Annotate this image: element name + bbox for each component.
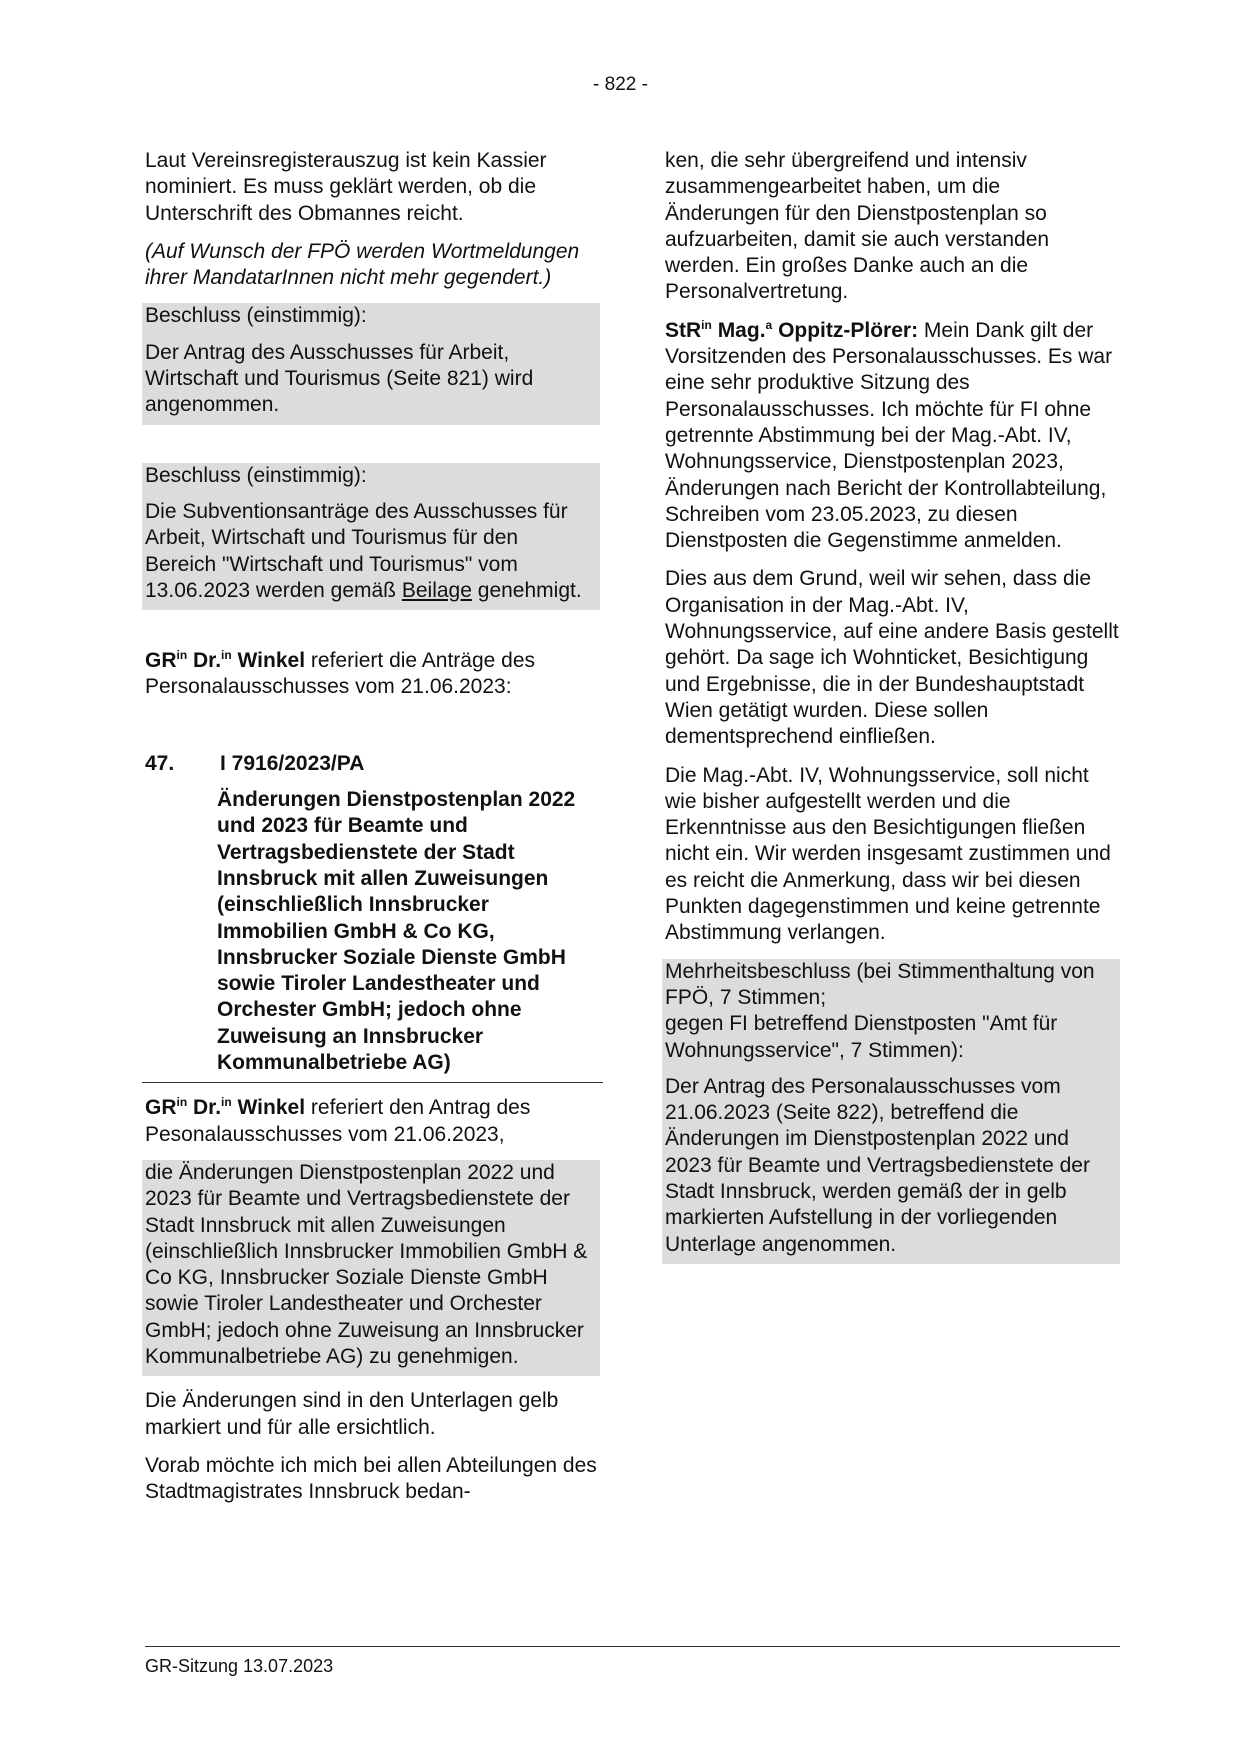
resolution-heading: Mehrheitsbeschluss (bei Stimmenthaltung von FPÖ, 7 Stimmen; gegen FI betreffend Dienstposten "Amt für Wohnungsservice", 7 Stimmen): — [665, 959, 1095, 1062]
agenda-item-title: Änderungen Dienstpostenplan 2022 und 2023 für Beamte und Vertragsbedienstete der Stadt Innsbruck mit allen Zuweisungen (einschließlich Innsbrucker Immobilien GmbH & Co KG, Innsbrucker Soziale Dienste GmbH sowie Tiroler Landestheater und Orchester GmbH; jedoch ohne Zuweisung an Innsbrucker Kommunalbetriebe AG) — [217, 788, 576, 1075]
speaker-oppitz-ploerer: StR$^{in}$ Mag.$^a$ Oppitz-Plörer: Mein Dank gilt der Vorsitzenden des Personalausschusses. Es war eine sehr produktive Sitzung des Personalausschusses. Ich möchte für FI ohne getrennte Abstimmung bei der Mag.-Abt. IV, Wohnungsservice, Dienstpostenplan 2023, Änderungen nach Bericht der Kontrollabteilung, Schreiben vom 23.05.2023, zu diesen Dienstposten die Gegenstimme anmelden. — [665, 317, 1113, 553]
resolution-block-2 — [142, 463, 600, 610]
gender-note: (Auf Wunsch der FPÖ werden Wortmeldungen ihrer MandatarInnen nicht mehr gegendert.) — [145, 239, 580, 290]
paragraph-continuation: ken, die sehr übergreifend und intensiv zusammengearbeitet haben, um die Änderungen für den Dienstpostenplan so aufzuarbeiten, damit sie auch verstanden werden. Ein großes Danke auch an die Personalvertretung. — [665, 149, 1050, 304]
page-number: - 822 - — [593, 74, 648, 95]
agenda-item-number: 47. — [145, 751, 175, 775]
resolution-heading: Beschluss (einstimmig): — [145, 304, 367, 328]
resolution-block-1 — [142, 303, 600, 424]
resolution-text: Die Subventionsanträge des Ausschusses für Arbeit, Wirtschaft und Tourismus für den Bereich "Wirtschaft und Tourismus" vom 13.06.2023 werden gemäß Beilage genehmigt. — [145, 499, 582, 602]
agenda-item-id: I 7916/2023/PA — [220, 751, 365, 775]
agenda-item-header — [145, 751, 600, 777]
resolution-text: Der Antrag des Personalausschusses vom 21.06.2023 (Seite 822), betreffend die Änderungen im Dienstpostenplan 2022 und 2023 für Beamte und Vertragsbedienstete der Stadt Innsbruck, werden gemäß der in gelb markierten Aufstellung in der vorliegenden Unterlage angenommen. — [665, 1074, 1090, 1256]
left-column — [145, 148, 600, 1517]
paragraph-mag-abt: Die Mag.-Abt. IV, Wohnungsservice, soll nicht wie bisher aufgestellt werden und die Erkenntnisse aus den Besichtigungen fließen nicht ein. Wir werden insgesamt zustimmen und es reicht die Anmerkung, dass wir bei diesen Punkten dagegenstimmen und keine getrennte Abstimmung verlangen. — [665, 763, 1111, 945]
motion-text: die Änderungen Dienstpostenplan 2022 und 2023 für Beamte und Vertragsbedienstete der Stadt Innsbruck mit allen Zuweisungen (einschließlich Innsbrucker Immobilien GmbH & Co KG, Innsbrucker Soziale Dienste GmbH sowie Tiroler Landestheater und Orchester GmbH; jedoch ohne Zuweisung an Innsbrucker Kommunalbetriebe AG) zu genehmigen. — [145, 1160, 588, 1368]
beilage-link[interactable]: Beilage — [401, 578, 472, 602]
paragraph-vorab: Vorab möchte ich mich bei allen Abteilungen des Stadtmagistrates Innsbruck bedan- — [145, 1453, 597, 1504]
paragraph-kassier: Laut Vereinsregisterauszug ist kein Kassier nominiert. Es muss geklärt werden, ob die Unterschrift des Obmannes reicht. — [145, 149, 547, 225]
resolution-block-3 — [662, 959, 1120, 1264]
footer-session: GR-Sitzung 13.07.2023 — [145, 1656, 334, 1676]
footer-divider — [145, 1646, 1120, 1647]
speaker-intro-winkel: $GR^{in}$ Dr.$^{in}$ Winkel referiert die Anträge des Personalausschusses vom 21.06.2023: — [145, 648, 536, 699]
right-column — [665, 148, 1120, 1264]
speaker-winkel-antrag: $GR^{in}$ Dr.$^{in}$ Winkel referiert den Antrag des Pesonalausschusses vom 21.06.2023, — [145, 1095, 531, 1146]
resolution-text: Der Antrag des Ausschusses für Arbeit, Wirtschaft und Tourismus (Seite 821) wird angenommen. — [145, 340, 534, 417]
paragraph-aenderungen: Die Änderungen sind in den Unterlagen gelb markiert und für alle ersichtlich. — [145, 1389, 559, 1439]
paragraph-grund: Dies aus dem Grund, weil wir sehen, dass die Organisation in der Mag.-Abt. IV, Wohnungsservice, auf eine andere Basis gestellt gehört. Da sage ich Wohnticket, Besichtigung und Ergebnisse, die in der Bundeshauptstadt Wien getätigt wurden. Diese sollen dementsprechend einfließen. — [665, 567, 1119, 749]
resolution-heading: Beschluss (einstimmig): — [145, 463, 367, 487]
motion-text-block — [142, 1160, 600, 1376]
